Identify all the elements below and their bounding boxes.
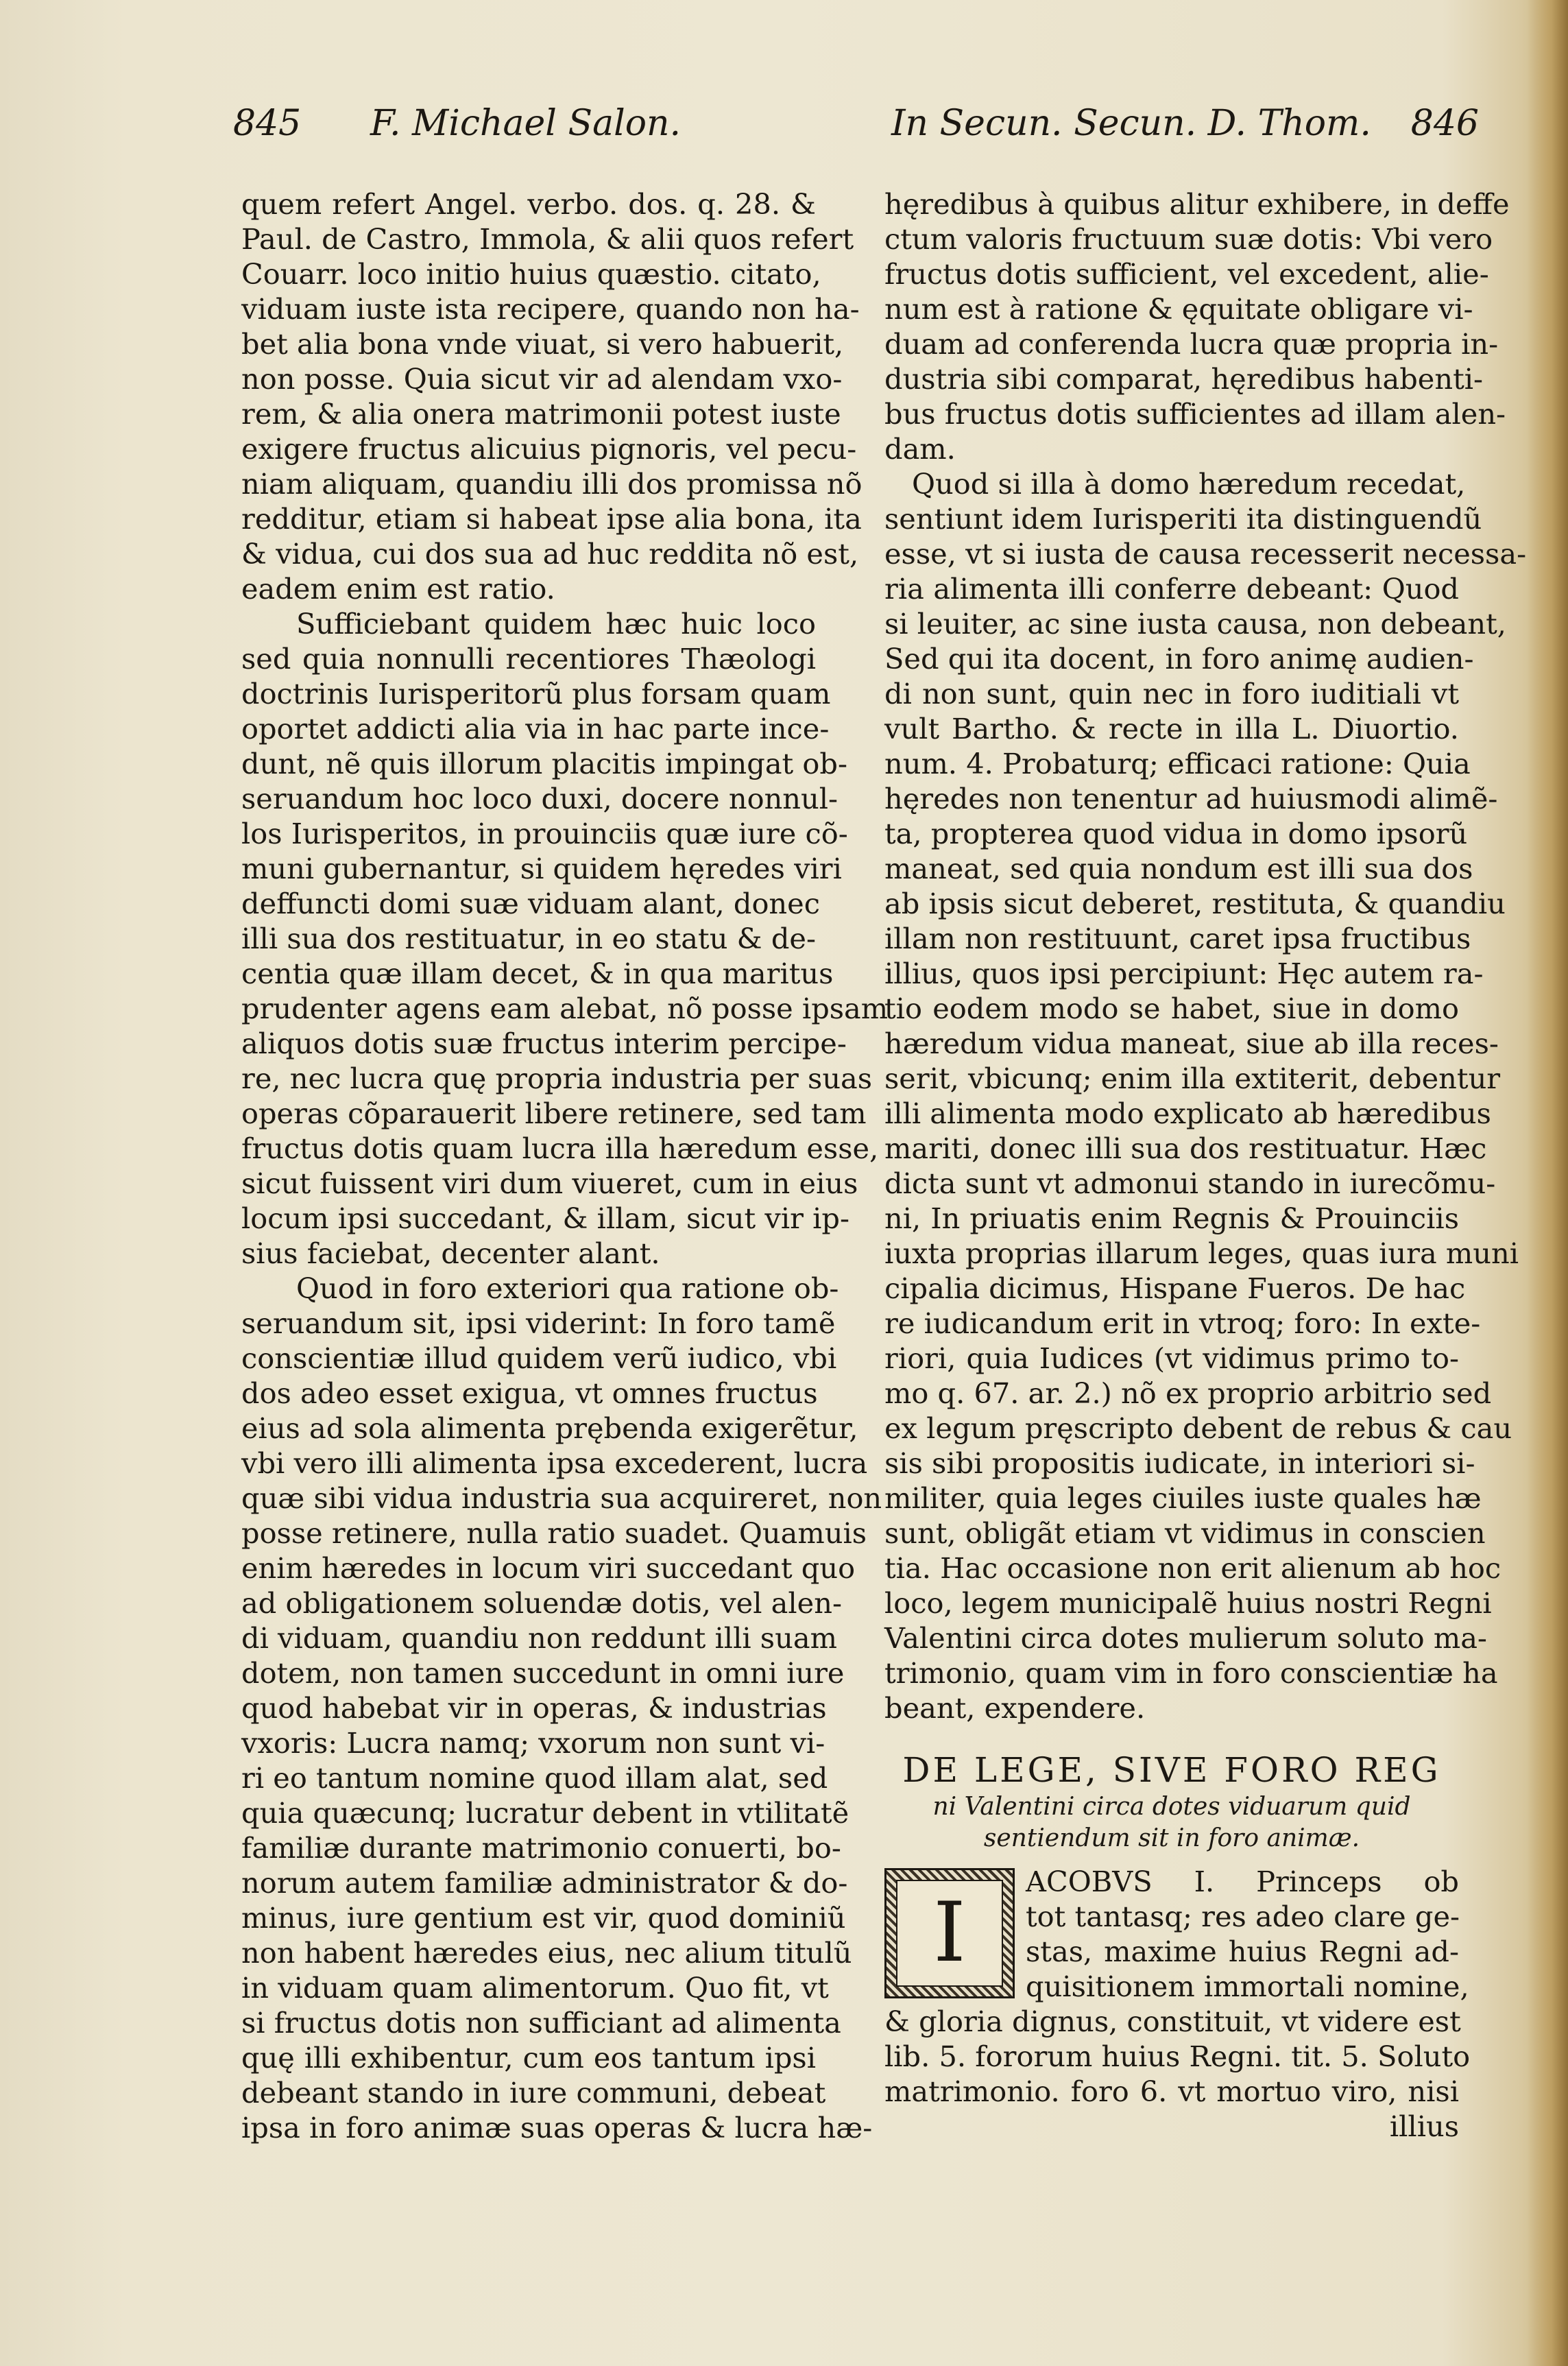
- text-line: tot tantasq; res adeo clare ge-: [1026, 1900, 1460, 1933]
- text-line: vbi vero illi alimenta ipsa excederent, lucra: [241, 1446, 868, 1480]
- text-line: Valentini circa dotes mulierum soluto ma-: [884, 1621, 1487, 1655]
- text-line: matrimonio. foro 6. vt mortuo viro, nisi: [884, 2075, 1459, 2108]
- text-line: seruandum hoc loco duxi, docere nonnul-: [241, 782, 839, 815]
- text-line: dos adeo esset exigua, vt omnes fructus: [241, 1376, 818, 1410]
- running-title-left: F. Michael Salon.: [370, 103, 682, 144]
- text-line: bet alia bona vnde viuat, si vero habuerit,: [241, 327, 844, 361]
- text-line: niam aliquam, quandiu illi dos promissa nõ: [241, 467, 863, 501]
- text-line: Paul. de Castro, Immola, & alii quos refert: [241, 222, 854, 256]
- section-heading-subtitle-1: ni Valentini circa dotes viduarum quid: [932, 1793, 1411, 1821]
- text-line: fructus dotis sufficient, vel excedent, alie-: [884, 257, 1489, 291]
- text-line: debeant stando in iure communi, debeat: [241, 2076, 826, 2110]
- text-line: vult Bartho. & recte in illa L. Diuortio.: [884, 712, 1459, 745]
- text-line: fructus dotis quam lucra illa hæredum esse,: [241, 1132, 879, 1165]
- text-line: operas cõparauerit libere retinere, sed tam: [241, 1097, 867, 1130]
- text-line: quę illi exhibentur, cum eos tantum ipsi: [241, 2041, 816, 2075]
- section-heading: [884, 1749, 1459, 1854]
- text-line: non habent hæredes eius, nec alium titulũ: [241, 1936, 852, 1970]
- text-line: di non sunt, quin nec in foro iuditiali vt: [884, 677, 1459, 710]
- text-line: dicta sunt vt admonui stando in iurecõmu-: [884, 1167, 1496, 1200]
- text-line: illam non restituunt, caret ipsa fructibus: [884, 922, 1471, 955]
- text-line: loco, legem municipalẽ huius nostri Regni: [884, 1586, 1492, 1620]
- text-line: conscientiæ illud quidem verũ iudico, vbi: [241, 1341, 837, 1375]
- text-line: sis sibi propositis iudicate, in interiori si-: [884, 1446, 1475, 1480]
- text-line: sentiunt idem Iurisperiti ita distinguendũ: [884, 502, 1482, 536]
- text-line: re, nec lucra quę propria industria per suas: [241, 1062, 873, 1095]
- page-number-right: 846: [1410, 103, 1479, 144]
- text-line: beant, expendere.: [884, 1691, 1146, 1725]
- text-line: lib. 5. fororum huius Regni. tit. 5. Soluto: [884, 2040, 1471, 2073]
- text-line: di viduam, quandiu non reddunt illi suam: [241, 1621, 837, 1655]
- text-line: ta, propterea quod vidua in domo ipsorũ: [884, 817, 1468, 850]
- text-line: sunt, obligãt etiam vt vidimus in conscien: [884, 1516, 1486, 1550]
- text-line: hęredes non tenentur ad huiusmodi alimẽ-: [884, 782, 1498, 815]
- text-line: ad obligationem soluendæ dotis, vel alen-: [241, 1586, 842, 1620]
- text-line: ri eo tantum nomine quod illam alat, sed: [241, 1761, 828, 1795]
- catchword: illius: [1389, 2110, 1459, 2143]
- text-line: familiæ durante matrimonio conuerti, bo-: [241, 1831, 841, 1865]
- text-line: maneat, sed quia nondum est illi sua dos: [884, 852, 1473, 885]
- text-line: ctum valoris fructuum suæ dotis: Vbi vero: [884, 222, 1493, 256]
- text-line: ni, In priuatis enim Regnis & Prouinciis: [884, 1202, 1459, 1235]
- text-line: duam ad conferenda lucra quæ propria in-: [884, 327, 1499, 361]
- right-text-column: [884, 187, 1527, 2144]
- decorated-initial-letter: I: [896, 1880, 1003, 1987]
- text-line: illi alimenta modo explicato ab hæredibus: [884, 1097, 1491, 1130]
- text-line: Sed qui ita docent, in foro animę audien-: [884, 642, 1474, 676]
- text-line: sed quia nonnulli recentiores Thæologi: [241, 642, 816, 676]
- text-line: Couarr. loco initio huius quæstio. citato,: [241, 257, 821, 291]
- text-line: si fructus dotis non sufficiant ad alimenta: [241, 2006, 841, 2040]
- decorated-initial: [884, 1868, 1015, 1998]
- section-heading-title: DE LEGE, SIVE FORO REG: [902, 1750, 1441, 1790]
- left-text-column: [241, 187, 889, 2145]
- text-line: vxoris: Lucra namq; vxorum non sunt vi-: [241, 1726, 825, 1760]
- text-line: mariti, donec illi sua dos restituatur. Hæc: [884, 1132, 1487, 1165]
- text-line: quem refert Angel. verbo. dos. q. 28. &: [241, 187, 816, 221]
- text-line: redditur, etiam si habeat ipse alia bona, ita: [241, 502, 862, 536]
- page-number-left: 845: [233, 103, 302, 144]
- text-line: ACOBVS I. Princeps ob: [1026, 1865, 1459, 1898]
- text-line: bus fructus dotis sufficientes ad illam alen-: [884, 397, 1506, 431]
- text-line: mo q. 67. ar. 2.) nõ ex proprio arbitrio sed: [884, 1376, 1492, 1410]
- text-line: dotem, non tamen succedunt in omni iure: [241, 1656, 845, 1690]
- text-line: dustria sibi comparat, hęredibus habenti-: [884, 362, 1484, 396]
- text-line: trimonio, quam vim in foro conscientiæ ha: [884, 1656, 1498, 1690]
- text-line: quod habebat vir in operas, & industrias: [241, 1691, 827, 1725]
- text-line: si leuiter, ac sine iusta causa, non debeant,: [884, 607, 1506, 641]
- text-line: exigere fructus alicuius pignoris, vel pecu-: [241, 432, 857, 466]
- text-line: eius ad sola alimenta prębenda exigerẽtur,: [241, 1411, 858, 1445]
- text-line: eadem enim est ratio.: [241, 572, 555, 606]
- section-heading-subtitle-2: sentiendum sit in foro animæ.: [983, 1824, 1360, 1852]
- text-line: Quod in foro exteriori qua ratione ob-: [296, 1271, 839, 1305]
- page-edge-shadow: [1527, 0, 1568, 2366]
- text-line: non posse. Quia sicut vir ad alendam vxo-: [241, 362, 843, 396]
- text-line: centia quæ illam decet, & in qua maritus: [241, 957, 834, 990]
- text-line: num. 4. Probaturq; efficaci ratione: Quia: [884, 747, 1471, 780]
- text-line: ex legum pręscripto debent de rebus & cau: [884, 1411, 1512, 1445]
- text-line: serit, vbicunq; enim illa extiterit, debentur: [884, 1062, 1501, 1095]
- text-line: dunt, nẽ quis illorum placitis impingat ob-: [241, 747, 848, 780]
- text-line: iuxta proprias illarum leges, quas iura muni: [884, 1236, 1519, 1270]
- text-line: cipalia dicimus, Hispane Fueros. De hac: [884, 1271, 1466, 1305]
- section-opening: [884, 1864, 1471, 2144]
- text-line: riori, quia Iudices (vt vidimus primo to-: [884, 1341, 1459, 1375]
- text-line: illi sua dos restituatur, in eo statu & de-: [241, 922, 816, 955]
- section-body-lines: [884, 2004, 1471, 2109]
- text-line: deffuncti domi suæ viduam alant, donec: [241, 887, 820, 920]
- text-line: muni gubernantur, si quidem hęredes viri: [241, 852, 842, 885]
- text-line: tia. Hac occasione non erit alienum ab hoc: [884, 1551, 1501, 1585]
- text-line: oportet addicti alia via in hac parte ince-: [241, 712, 830, 745]
- text-line: sius faciebat, decenter alant.: [241, 1236, 660, 1270]
- text-line: quæ sibi vidua industria sua acquireret, non: [241, 1481, 882, 1515]
- text-line: quisitionem immortali nomine,: [1026, 1970, 1469, 2003]
- text-line: dam.: [884, 432, 956, 466]
- text-line: hęredibus à quibus alitur exhibere, in deffe: [884, 187, 1510, 221]
- text-line: num est à ratione & ęquitate obligare vi-: [884, 292, 1473, 326]
- text-line: rem, & alia onera matrimonii potest iuste: [241, 397, 841, 431]
- text-line: Quod si illa à domo hæredum recedat,: [912, 467, 1466, 501]
- text-line: & vidua, cui dos sua ad huc reddita nõ est,: [241, 537, 859, 571]
- text-line: esse, vt si iusta de causa recesserit necessa-: [884, 537, 1527, 571]
- text-line: doctrinis Iurisperitorũ plus forsam quam: [241, 677, 831, 710]
- text-line: ipsa in foro animæ suas operas & lucra hæ-: [241, 2111, 873, 2144]
- text-line: militer, quia leges ciuiles iuste quales hæ: [884, 1481, 1482, 1515]
- text-line: ria alimenta illi conferre debeant: Quod: [884, 572, 1459, 606]
- text-line: re iudicandum erit in vtroq; foro: In exte-: [884, 1306, 1481, 1340]
- running-title-right: In Secun. Secun. D. Thom.: [891, 103, 1371, 144]
- text-line: enim hæredes in locum viri succedant quo: [241, 1551, 856, 1585]
- right-column-body: [884, 187, 1527, 1725]
- text-line: & gloria dignus, constituit, vt videre est: [884, 2005, 1461, 2038]
- text-line: viduam iuste ista recipere, quando non ha-: [241, 292, 860, 326]
- text-line: seruandum sit, ipsi viderint: In foro tamẽ: [241, 1306, 836, 1340]
- text-line: minus, iure gentium est vir, quod dominiũ: [241, 1901, 846, 1935]
- text-line: locum ipsi succedant, & illam, sicut vir ip-: [241, 1202, 849, 1235]
- text-line: ab ipsis sicut deberet, restituta, & quandiu: [884, 887, 1506, 920]
- text-line: prudenter agens eam alebat, nõ posse ipsam: [241, 992, 889, 1025]
- text-line: Sufficiebant quidem hæc huic loco: [296, 607, 816, 641]
- text-line: hæredum vidua maneat, siue ab illa reces-: [884, 1027, 1499, 1060]
- running-header: [233, 103, 1479, 171]
- text-line: stas, maxime huius Regni ad-: [1026, 1935, 1459, 1968]
- text-line: aliquos dotis suæ fructus interim percipe-: [241, 1027, 847, 1060]
- text-line: in viduam quam alimentorum. Quo fit, vt: [241, 1971, 829, 2005]
- text-line: posse retinere, nulla ratio suadet. Quamuis: [241, 1516, 867, 1550]
- text-line: illius, quos ipsi percipiunt: Hęc autem ra-: [884, 957, 1484, 990]
- text-line: sicut fuissent viri dum viueret, cum in eius: [241, 1167, 858, 1200]
- text-line: norum autem familiæ administrator & do-: [241, 1866, 848, 1900]
- text-line: tio eodem modo se habet, siue in domo: [884, 992, 1459, 1025]
- text-line: quia quæcunq; lucratur debent in vtilitatẽ: [241, 1796, 849, 1830]
- text-line: los Iurisperitos, in prouinciis quæ iure cõ-: [241, 817, 848, 850]
